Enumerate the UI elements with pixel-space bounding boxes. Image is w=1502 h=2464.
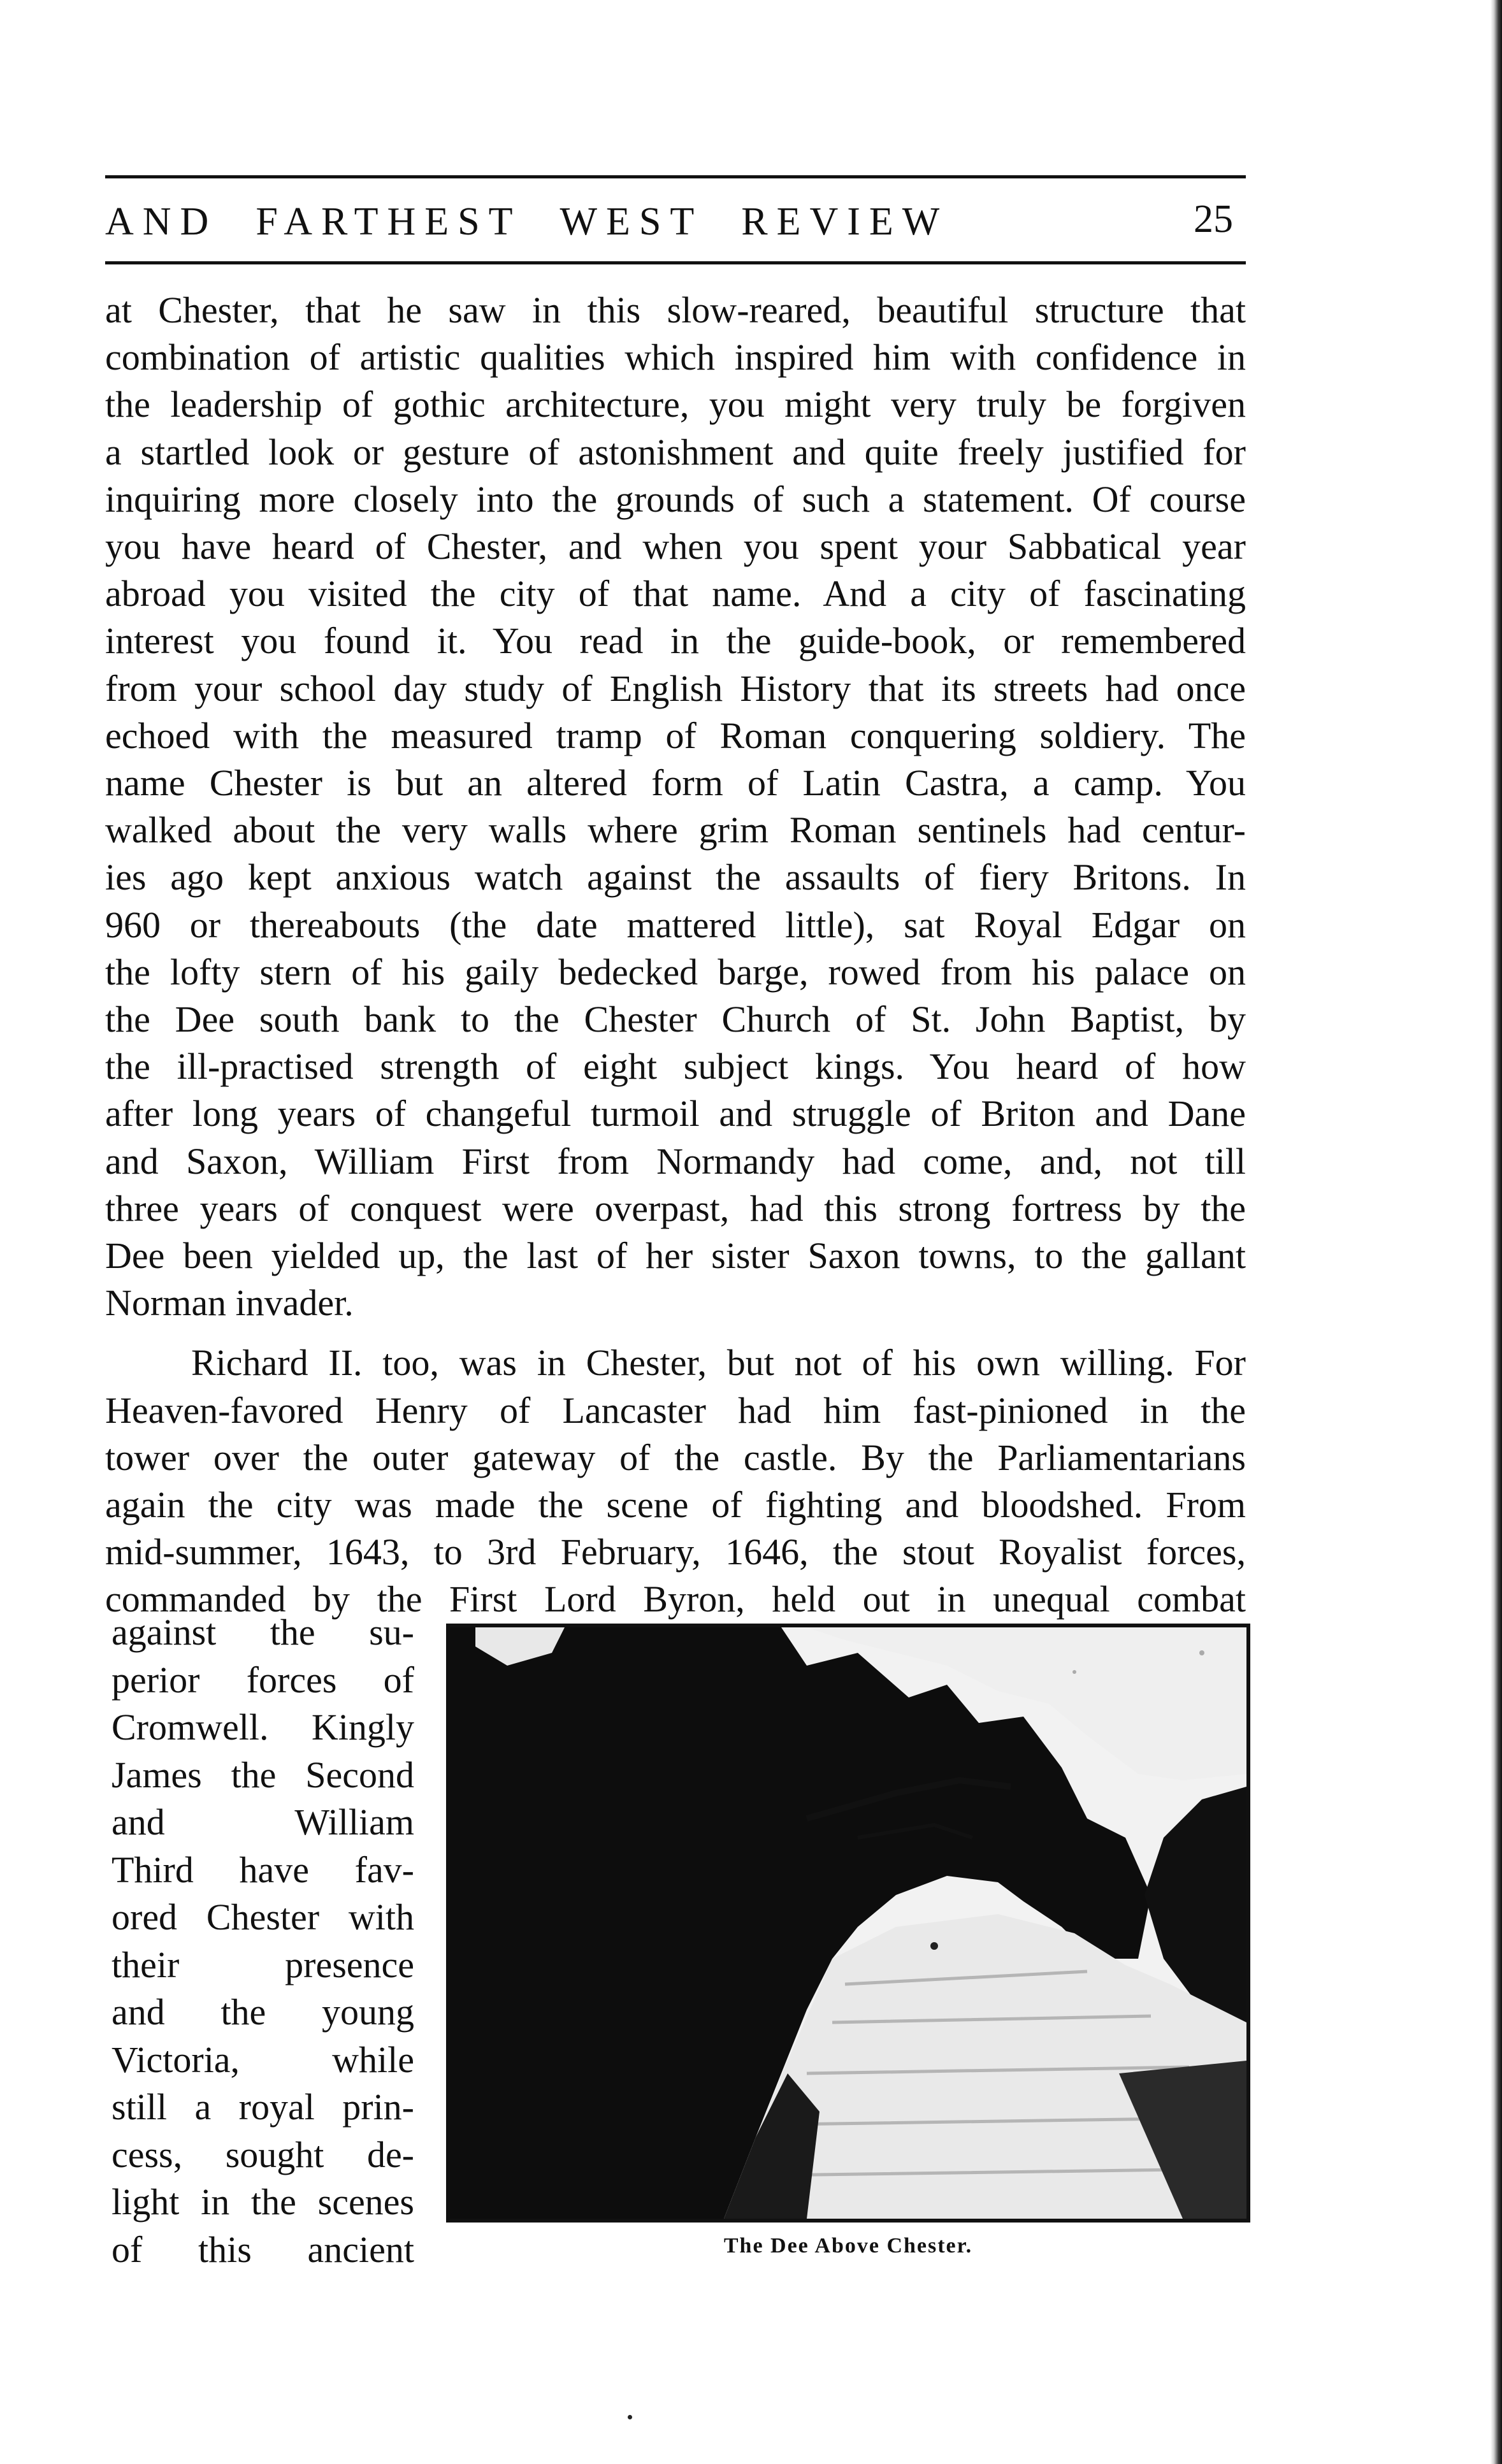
text-line: Victoria, while bbox=[112, 2038, 414, 2080]
text-line: Richard II. too, was in Chester, but not of his own willing. For bbox=[191, 1342, 1246, 1384]
river-photo-illustration bbox=[450, 1627, 1246, 2219]
text-line: you have heard of Chester, and when you spent your Sabbatical year bbox=[105, 526, 1246, 568]
text-line: walked about the very walls where grim Roman sentinels had centur- bbox=[105, 809, 1246, 851]
running-head-word: REVIEW bbox=[741, 200, 949, 243]
text-line: and William bbox=[112, 1801, 414, 1843]
running-head-word: FARTHEST bbox=[256, 200, 522, 243]
text-line: and Saxon, William First from Normandy had come, and, not till bbox=[105, 1140, 1246, 1182]
text-line: mid-summer, 1643, to 3rd February, 1646, the stout Royalist forces, bbox=[105, 1531, 1246, 1573]
text-line: abroad you visited the city of that name. And a city of fascinating bbox=[105, 573, 1246, 615]
text-line: name Chester is but an altered form of Latin Castra, a camp. You bbox=[105, 762, 1246, 804]
text-line: combination of artistic qualities which inspired him with confidence in bbox=[105, 336, 1246, 378]
text-line: from your school day study of English History that its streets had once bbox=[105, 667, 1246, 709]
text-line: commanded by the First Lord Byron, held out in unequal combat bbox=[105, 1578, 1246, 1620]
page-number: 25 bbox=[1194, 198, 1233, 241]
body-text bbox=[105, 287, 1246, 1624]
text-line: Dee been yielded up, the last of her sister Saxon towns, to the gallant bbox=[105, 1235, 1246, 1277]
running-head-word: WEST bbox=[560, 200, 704, 243]
header-rule-bottom bbox=[105, 261, 1246, 264]
text-line: light in the scenes bbox=[112, 2181, 414, 2223]
running-head-word: AND bbox=[105, 200, 218, 243]
text-line: Third have fav- bbox=[112, 1848, 414, 1891]
text-line: after long years of changeful turmoil and struggle of Briton and Dane bbox=[105, 1093, 1246, 1135]
text-line: Heaven-favored Henry of Lancaster had him fast-pinioned in the bbox=[105, 1389, 1246, 1431]
text-line: of this ancient bbox=[112, 2228, 414, 2270]
text-line: echoed with the measured tramp of Roman conquering soldiery. The bbox=[105, 714, 1246, 756]
text-line: the Dee south bank to the Chester Church of St. John Baptist, by bbox=[105, 998, 1246, 1041]
text-line: ies ago kept anxious watch against the assaults of fiery Britons. In bbox=[105, 856, 1246, 898]
text-line: ored Chester with bbox=[112, 1896, 414, 1938]
text-line: a startled look or gesture of astonishment and quite freely justified for bbox=[105, 431, 1246, 473]
running-head bbox=[105, 202, 986, 241]
text-line: interest you found it. You read in the guide-book, or remembered bbox=[105, 620, 1246, 662]
text-line: still a royal prin- bbox=[112, 2086, 414, 2128]
text-line: 960 or thereabouts (the date mattered little), sat Royal Edgar on bbox=[105, 904, 1246, 946]
text-line: James the Second bbox=[112, 1754, 414, 1796]
photo-figure bbox=[446, 1624, 1250, 2223]
text-line: cess, sought de- bbox=[112, 2133, 414, 2175]
text-line: perior forces of bbox=[112, 1659, 414, 1701]
text-line: tower over the outer gateway of the castle. By the Parliamentarians bbox=[105, 1436, 1246, 1478]
text-line: their presence bbox=[112, 1943, 414, 1985]
text-line: again the city was made the scene of fighting and bloodshed. From bbox=[105, 1484, 1246, 1526]
text-line: the lofty stern of his gaily bedecked barge, rowed from his palace on bbox=[105, 951, 1246, 993]
text-line: the ill-practised strength of eight subject kings. You heard of how bbox=[105, 1046, 1246, 1088]
wrapped-text-column bbox=[112, 1609, 414, 2273]
paragraph-2 bbox=[105, 1339, 1246, 1623]
text-line: at Chester, that he saw in this slow-reared, beautiful structure that bbox=[105, 289, 1246, 331]
text-line: and the young bbox=[112, 1991, 414, 2033]
page-header bbox=[105, 175, 1246, 264]
text-line: inquiring more closely into the grounds of such a statement. Of course bbox=[105, 478, 1246, 520]
printer-speck bbox=[628, 2415, 632, 2419]
paragraph-1 bbox=[105, 287, 1246, 1327]
figure-caption: The Dee Above Chester. bbox=[723, 2234, 973, 2258]
page-edge-shadow bbox=[1491, 0, 1502, 2464]
header-rule-top bbox=[105, 175, 1246, 178]
text-line: Norman invader. bbox=[105, 1282, 354, 1324]
text-line: three years of conquest were overpast, had this strong fortress by the bbox=[105, 1187, 1246, 1229]
text-line: against the su- bbox=[112, 1611, 414, 1653]
text-line: the leadership of gothic architecture, you might very truly be forgiven bbox=[105, 384, 1246, 426]
text-line: Cromwell. Kingly bbox=[112, 1706, 414, 1748]
